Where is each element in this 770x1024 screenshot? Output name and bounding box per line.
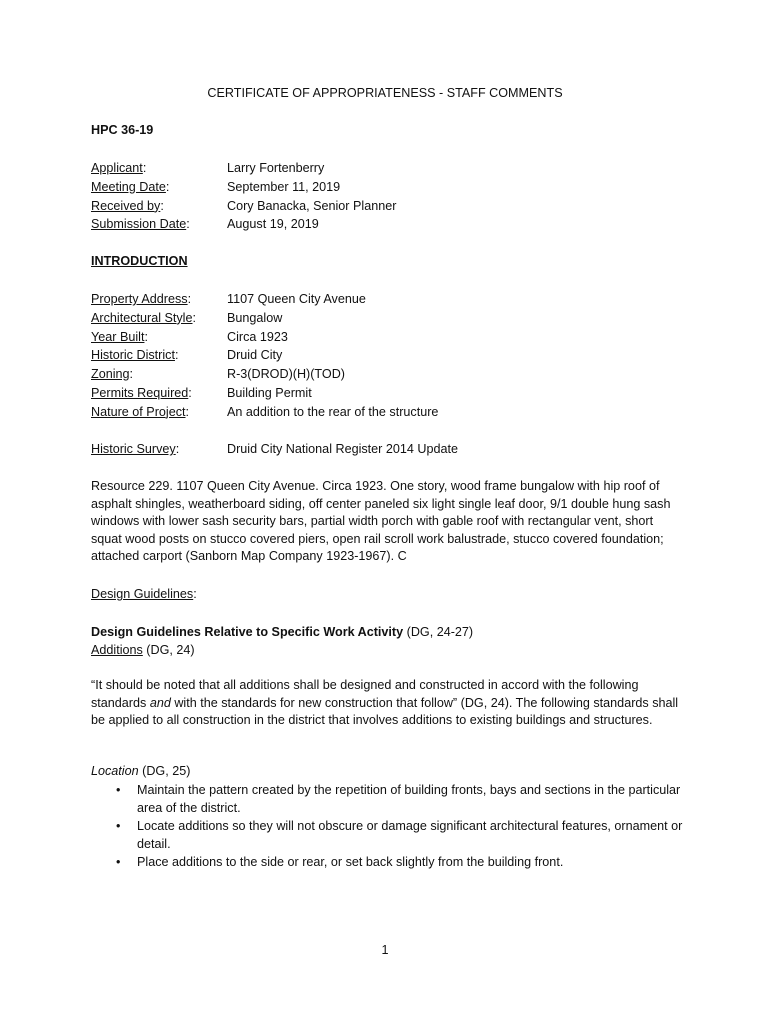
bullet-icon: • (116, 819, 121, 834)
design-guidelines-label: Design Guidelines: (91, 587, 197, 601)
quote-emphasis: and (149, 695, 171, 710)
field-value: Circa 1923 (227, 329, 288, 344)
bullet-text: Place additions to the side or rear, or set back slightly from the building front. (137, 855, 564, 870)
dg-specific-heading (91, 625, 473, 639)
field-label: Permits Required (91, 385, 189, 400)
field-architectural-style: Architectural Style: Bungalow (91, 309, 711, 328)
introduction-heading: INTRODUCTION (91, 254, 188, 268)
field-label: Year Built (91, 329, 145, 344)
page-number: 1 (381, 943, 389, 957)
field-value: September 11, 2019 (227, 179, 341, 194)
resource-paragraph: Resource 229. 1107 Queen City Avenue. Circa 1923. One story, wood frame bungalow with hip roof of asphalt shingles, weatherboard siding, off center paneled six light single leaf door, 9/1 double hung sash windows with lower sash security bars, partial width porch with gable roof with rectangular vent, short squat wood posts on stucco covered piers, open rail scroll work balustrade, stucco covered foundation; attached carport (Sanborn Map Company 1923-1967). C (91, 479, 671, 564)
design-guidelines-text: Design Guidelines (91, 587, 194, 601)
field-year-built: Year Built: Circa 1923 (91, 328, 711, 347)
additions-ref: (DG, 24) (142, 643, 195, 657)
survey-field (91, 440, 711, 459)
location-bullets (91, 782, 691, 873)
field-nature-of-project: Nature of Project: An addition to the rear of the structure (91, 403, 711, 422)
field-value: August 19, 2019 (227, 217, 319, 232)
location-ref: (DG, 25) (138, 764, 191, 778)
field-label: Historic Survey (91, 442, 176, 456)
field-value: 1107 Queen City Avenue (227, 292, 366, 306)
field-property-address: Property Address: 1107 Queen City Avenue (91, 290, 711, 309)
field-value: Larry Fortenberry (227, 161, 325, 175)
field-received-by: Received by: Cory Banacka, Senior Planner (91, 197, 711, 216)
field-value: An addition to the rear of the structure (227, 404, 439, 419)
list-item (91, 854, 691, 872)
field-label: Submission Date (91, 217, 187, 232)
field-value: Bungalow (227, 310, 283, 325)
field-label: Applicant (91, 161, 143, 175)
quote-part-1: “It should be noted that all additions shall be designed and constructed in accord with the following standards (91, 678, 639, 710)
field-submission-date: Submission Date: August 19, 2019 (91, 215, 711, 234)
field-label: Received by (91, 198, 161, 213)
list-item (91, 818, 691, 853)
additions-label: Additions (91, 643, 143, 657)
field-value: Druid City National Register 2014 Update (227, 442, 459, 456)
field-value: Cory Banacka, Senior Planner (227, 198, 397, 213)
property-fields (91, 290, 711, 422)
field-value: R-3(DROD)(H)(TOD) (227, 367, 345, 382)
bullet-icon: • (116, 855, 121, 870)
field-historic-survey: Historic Survey: Druid City National Register 2014 Update (91, 440, 711, 459)
field-value: Building Permit (227, 385, 312, 400)
bullet-icon: • (116, 783, 121, 797)
quote-part-2: with the standards for new construction that follow” (DG, 24). The following standards shall be applied to all construction in the district that involves additions to existing buildings and structures. (91, 695, 679, 728)
field-label: Nature of Project (91, 404, 186, 419)
header-fields (91, 159, 711, 234)
field-label: Property Address (91, 292, 188, 306)
field-label: Historic District (91, 348, 175, 363)
dg-specific-ref: (DG, 24-27) (403, 625, 474, 639)
field-zoning: Zoning: R-3(DROD)(H)(TOD) (91, 365, 711, 384)
field-meeting-date: Meeting Date: September 11, 2019 (91, 178, 711, 197)
field-applicant: Applicant: Larry Fortenberry (91, 159, 711, 178)
field-label: Meeting Date (91, 179, 166, 194)
location-label: Location (91, 764, 139, 778)
quote-paragraph (91, 677, 681, 730)
bullet-text: Maintain the pattern created by the repetition of building fronts, bays and sections in the particular area of the district. (137, 783, 681, 815)
dg-specific-title: Design Guidelines Relative to Specific Work Activity (91, 625, 404, 639)
location-heading (91, 764, 190, 778)
case-number: HPC 36-19 (91, 123, 154, 137)
bullet-text: Locate additions so they will not obscure or damage significant architectural features, ornament or detail. (137, 819, 683, 851)
document-title: CERTIFICATE OF APPROPRIATENESS - STAFF COMMENTS (207, 86, 563, 100)
field-value: Druid City (227, 348, 283, 363)
list-item (91, 782, 691, 817)
additions-heading (91, 643, 195, 657)
field-label: Architectural Style (91, 310, 193, 325)
field-historic-district: Historic District: Druid City (91, 346, 711, 365)
field-label: Zoning (91, 367, 130, 382)
field-permits-required: Permits Required: Building Permit (91, 384, 711, 403)
